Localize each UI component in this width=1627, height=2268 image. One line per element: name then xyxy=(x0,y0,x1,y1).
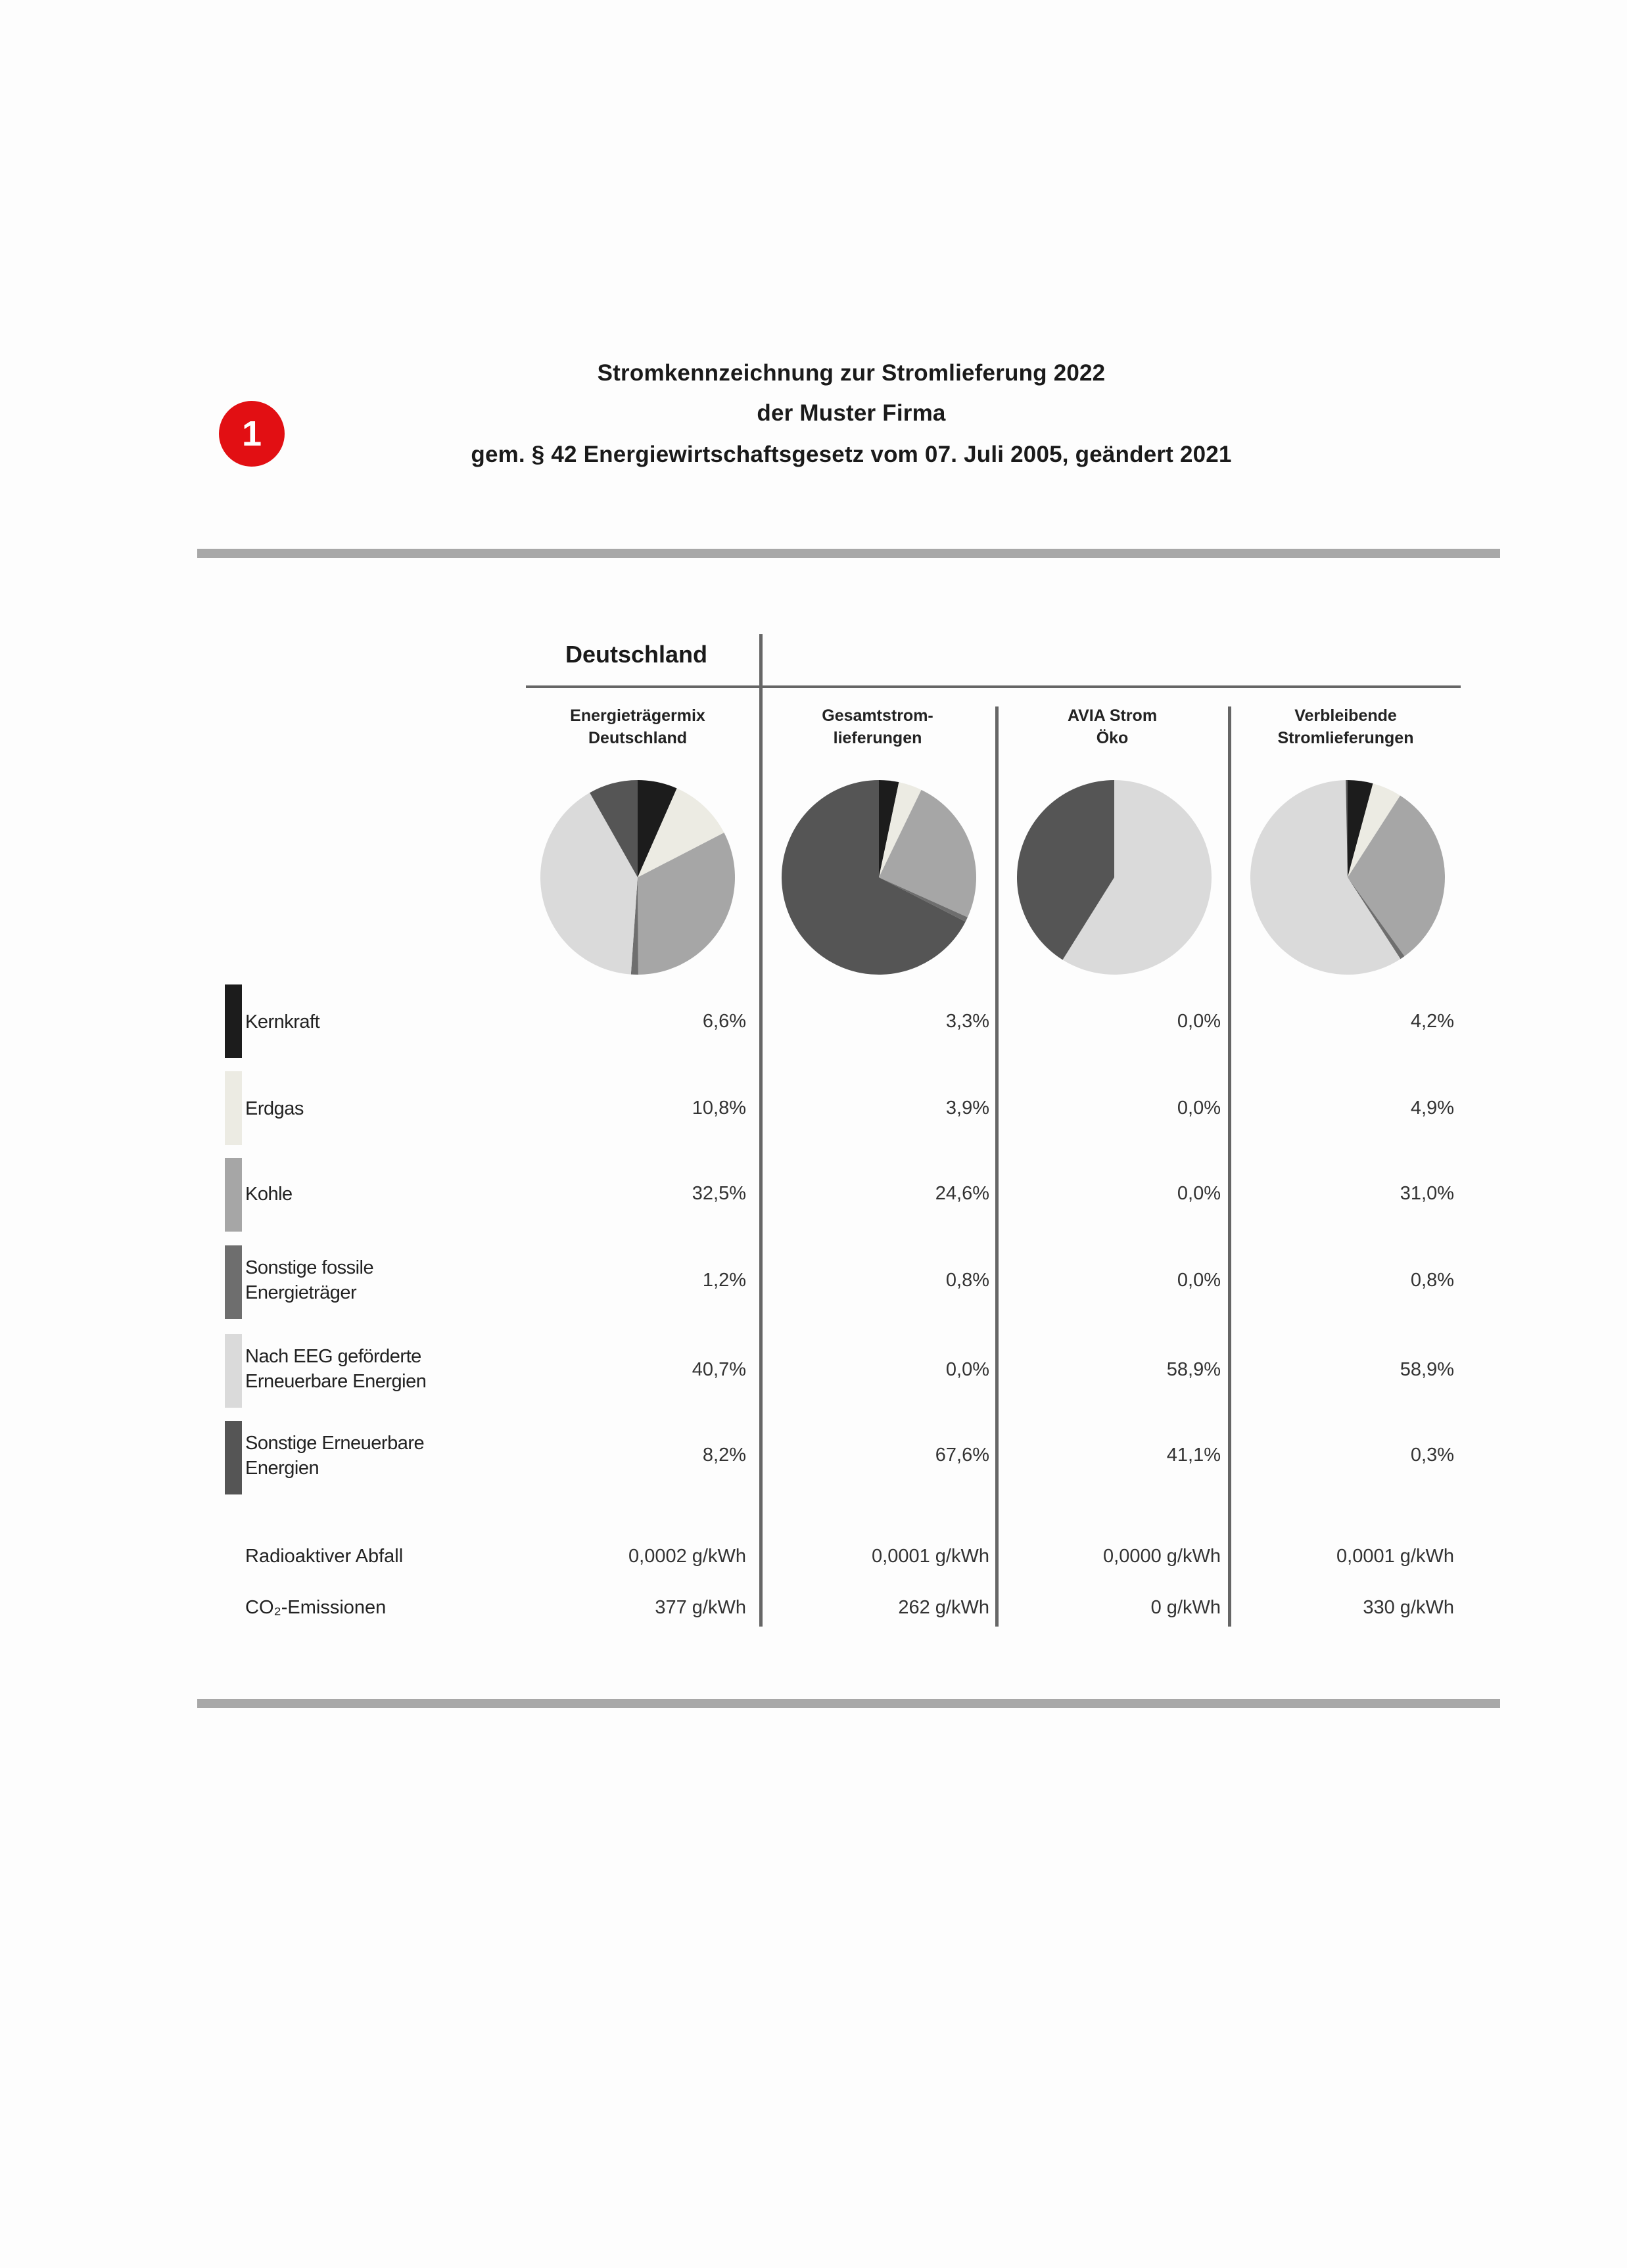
cell-value: 0,0% xyxy=(1177,1270,1221,1291)
cell-value: 31,0% xyxy=(1400,1183,1454,1204)
bottom-divider xyxy=(197,1699,1500,1708)
country-header: Deutschland xyxy=(565,641,708,668)
legend-swatch-sonstige-erneuerbare xyxy=(225,1421,242,1494)
cell-value: 24,6% xyxy=(935,1183,989,1204)
cell-value: 6,6% xyxy=(702,1011,746,1032)
cell-value: 0,0001 g/kWh xyxy=(1336,1546,1454,1567)
column-header-gesamtstromlieferungen: Gesamtstrom- lieferungen xyxy=(822,706,933,747)
column-divider-3 xyxy=(1228,706,1231,1627)
cell-value: 10,8% xyxy=(692,1098,746,1119)
row-label-sonstige-fossile: Sonstige fossile Energieträger xyxy=(245,1257,374,1303)
row-label-sonstige-erneuerbare: Sonstige Erneuerbare Energien xyxy=(245,1433,425,1479)
step-number-badge: 1 xyxy=(219,401,285,467)
pie-chart-gesamtstromlieferungen xyxy=(780,779,978,976)
cell-value: 8,2% xyxy=(702,1445,746,1466)
column-header-avia-strom-oeko: AVIA Strom Öko xyxy=(1067,706,1158,747)
cell-value: 3,9% xyxy=(945,1098,989,1119)
legend-swatch-kernkraft xyxy=(225,984,242,1058)
legal-basis: gem. § 42 Energiewirtschaftsgesetz vom 07. Juli 2005, geändert 2021 xyxy=(471,442,1232,467)
cell-value: 0,0% xyxy=(1177,1098,1221,1119)
cell-value: 32,5% xyxy=(692,1183,746,1204)
row-label-co2-emissionen: CO₂-Emissionen xyxy=(245,1597,387,1618)
cell-value: 0,8% xyxy=(1410,1270,1454,1291)
company-name: der Muster Firma xyxy=(757,400,946,426)
cell-value: 0,0% xyxy=(1177,1011,1221,1032)
legend-swatch-sonstige-fossile xyxy=(225,1245,242,1319)
row-label-erdgas: Erdgas xyxy=(245,1098,304,1119)
column-header-energietraegermix: Energieträgermix Deutschland xyxy=(570,706,705,747)
row-label-kohle: Kohle xyxy=(245,1184,293,1205)
row-label-eeg: Nach EEG geförderte Erneuerbare Energien xyxy=(245,1346,427,1392)
column-divider-1 xyxy=(759,634,763,1627)
cell-value: 4,9% xyxy=(1410,1098,1454,1119)
cell-value: 0,0002 g/kWh xyxy=(628,1546,746,1567)
cell-value: 262 g/kWh xyxy=(898,1597,989,1618)
cell-value: 0,3% xyxy=(1410,1445,1454,1466)
cell-value: 41,1% xyxy=(1166,1445,1221,1466)
document-title: Stromkennzeichnung zur Stromlieferung 2022 xyxy=(597,360,1106,386)
header-rule xyxy=(526,685,1461,688)
cell-value: 58,9% xyxy=(1400,1359,1454,1380)
pie-chart-avia-strom-oeko xyxy=(1016,779,1213,976)
legend-swatch-kohle xyxy=(225,1158,242,1232)
cell-value: 67,6% xyxy=(935,1445,989,1466)
cell-value: 4,2% xyxy=(1410,1011,1454,1032)
row-label-radioaktiver-abfall: Radioaktiver Abfall xyxy=(245,1546,404,1567)
cell-value: 0,0% xyxy=(1177,1183,1221,1204)
cell-value: 0 g/kWh xyxy=(1150,1597,1221,1618)
cell-value: 1,2% xyxy=(702,1270,746,1291)
cell-value: 58,9% xyxy=(1166,1359,1221,1380)
cell-value: 0,0% xyxy=(945,1359,989,1380)
cell-value: 330 g/kWh xyxy=(1363,1597,1454,1618)
cell-value: 0,0001 g/kWh xyxy=(872,1546,989,1567)
top-divider xyxy=(197,549,1500,558)
cell-value: 3,3% xyxy=(945,1011,989,1032)
legend-swatch-erdgas xyxy=(225,1071,242,1145)
row-label-kernkraft: Kernkraft xyxy=(245,1011,320,1032)
cell-value: 40,7% xyxy=(692,1359,746,1380)
pie-chart-energietraegermix xyxy=(539,779,736,976)
cell-value: 0,0000 g/kWh xyxy=(1103,1546,1221,1567)
column-header-verbleibende: Verbleibende Stromlieferungen xyxy=(1277,706,1414,747)
pie-chart-verbleibende xyxy=(1249,779,1446,976)
cell-value: 0,8% xyxy=(945,1270,989,1291)
legend-swatch-eeg xyxy=(225,1334,242,1408)
cell-value: 377 g/kWh xyxy=(655,1597,746,1618)
column-divider-2 xyxy=(995,706,999,1627)
